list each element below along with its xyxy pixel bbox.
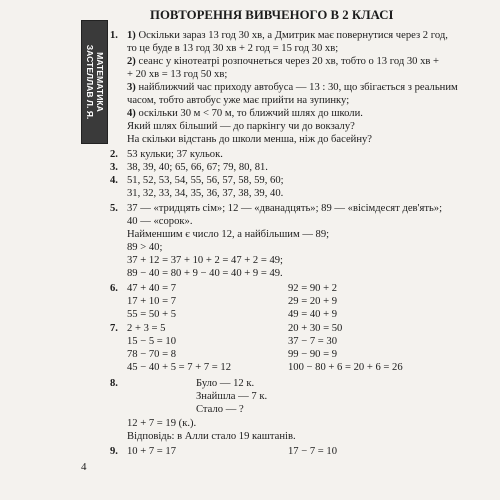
task-1-item-1 bbox=[127, 30, 448, 43]
task-7-left-3: 78 − 70 = 8 bbox=[127, 349, 177, 360]
task-5-line-1: 37 — «тридцять сім»; 12 — «дванадцять»; 89 — «вісімдесят дев'ять»; bbox=[127, 203, 443, 214]
task-6-right-1: 92 = 90 + 2 bbox=[288, 283, 338, 294]
task-7-right-1: 20 + 30 = 50 bbox=[288, 323, 343, 334]
task-1-question-2: На скільки відстань до школи менша, ніж до басейну? bbox=[127, 134, 372, 145]
task-1-item-2 bbox=[127, 56, 439, 69]
task-1-item-2-line-2: + 20 хв = 13 год 50 хв; bbox=[127, 69, 228, 80]
task-1-number: 1. bbox=[110, 30, 118, 41]
task-6-number: 6. bbox=[110, 283, 118, 294]
task-5-line-5: 37 + 12 = 37 + 10 + 2 = 47 + 2 = 49; bbox=[127, 255, 283, 266]
task-1-item-3-line-2: часом, тобто автобус уже має прийти на зупинку; bbox=[127, 95, 350, 106]
task-5-line-6: 89 − 40 = 80 + 9 − 40 = 40 + 9 = 49. bbox=[127, 268, 283, 279]
task-1-item-3-num: 3) bbox=[127, 82, 136, 93]
page-number: 4 bbox=[81, 461, 87, 473]
task-6-left-1: 47 + 40 = 7 bbox=[127, 283, 177, 294]
task-6-right-3: 49 = 40 + 9 bbox=[288, 309, 338, 320]
task-9-right-1: 17 − 7 = 10 bbox=[288, 446, 338, 457]
task-4-line-1: 51, 52, 53, 54, 55, 56, 57, 58, 59, 60; bbox=[127, 175, 284, 186]
side-tab-label bbox=[85, 45, 105, 120]
task-7-right-2: 37 − 7 = 30 bbox=[288, 336, 338, 347]
task-6-left-3: 55 = 50 + 5 bbox=[127, 309, 177, 320]
task-3-text: 38, 39, 40; 65, 66, 67; 79, 80, 81. bbox=[127, 162, 268, 173]
task-2-number: 2. bbox=[110, 149, 118, 160]
task-7-left-1: 2 + 3 = 5 bbox=[127, 323, 166, 334]
task-1-question-1: Який шлях більший — до паркінгу чи до вокзалу? bbox=[127, 121, 355, 132]
task-7-left-4: 45 − 40 + 5 = 7 + 7 = 12 bbox=[127, 362, 232, 373]
side-tab-line-2: ЗАСТЕЛЛАВ Л. Я. bbox=[84, 44, 95, 120]
page-title: ПОВТОРЕННЯ ВИВЧЕНОГО В 2 КЛАСІ bbox=[150, 8, 394, 22]
task-6-left-2: 17 + 10 = 7 bbox=[127, 296, 177, 307]
task-1-item-1-line-1: Оскільки зараз 13 год 30 хв, а Дмитрик має повернутися через 2 год, bbox=[138, 30, 448, 41]
task-7-right-3: 99 − 90 = 9 bbox=[288, 349, 338, 360]
task-7-right-4: 100 − 80 + 6 = 20 + 6 = 26 bbox=[288, 362, 403, 373]
task-1-item-3 bbox=[127, 82, 458, 95]
task-1-item-1-num: 1) bbox=[127, 30, 136, 41]
task-8-condition-3: Стало — ? bbox=[196, 404, 244, 415]
task-1-item-4-line-1: оскільки 30 м < 70 м, то ближчий шлях до школи. bbox=[138, 108, 363, 119]
task-4-number: 4. bbox=[110, 175, 118, 186]
task-8-condition-1: Було — 12 к. bbox=[196, 378, 255, 389]
task-6-right-2: 29 = 20 + 9 bbox=[288, 296, 338, 307]
task-8-number: 8. bbox=[110, 378, 118, 389]
task-9-number: 9. bbox=[110, 446, 118, 457]
task-1-item-4 bbox=[127, 108, 363, 121]
task-7-left-2: 15 − 5 = 10 bbox=[127, 336, 177, 347]
task-5-line-4: 89 > 40; bbox=[127, 242, 163, 253]
side-tab bbox=[81, 20, 108, 144]
task-4-line-2: 31, 32, 33, 34, 35, 36, 37, 38, 39, 40. bbox=[127, 188, 284, 199]
task-8-equation: 12 + 7 = 19 (к.). bbox=[127, 418, 197, 429]
task-2-text: 53 кульки; 37 кульок. bbox=[127, 149, 223, 160]
task-7-number: 7. bbox=[110, 323, 118, 334]
task-9-left-1: 10 + 7 = 17 bbox=[127, 446, 177, 457]
side-tab-line-1: МАТЕМАТИКА bbox=[94, 52, 105, 112]
task-3-number: 3. bbox=[110, 162, 118, 173]
task-1-item-4-num: 4) bbox=[127, 108, 136, 119]
task-1-item-3-line-1: найближчий час приходу автобуса — 13 : 30, що збігається з реальним bbox=[138, 82, 458, 93]
task-5-number: 5. bbox=[110, 203, 118, 214]
task-8-condition-2: Знайшла — 7 к. bbox=[196, 391, 268, 402]
task-8-answer: Відповідь: в Алли стало 19 каштанів. bbox=[127, 431, 296, 442]
task-5-line-2: 40 — «сорок». bbox=[127, 216, 193, 227]
task-1-item-2-num: 2) bbox=[127, 56, 136, 67]
task-1-item-2-line-1: сеанс у кінотеатрі розпочнеться через 20 хв, тобто о 13 год 30 хв + bbox=[138, 56, 440, 67]
task-5-line-3: Найменшим є число 12, а найбільшим — 89; bbox=[127, 229, 330, 240]
task-1-item-1-line-2: то це буде в 13 год 30 хв + 2 год = 15 год 30 хв; bbox=[127, 43, 339, 54]
